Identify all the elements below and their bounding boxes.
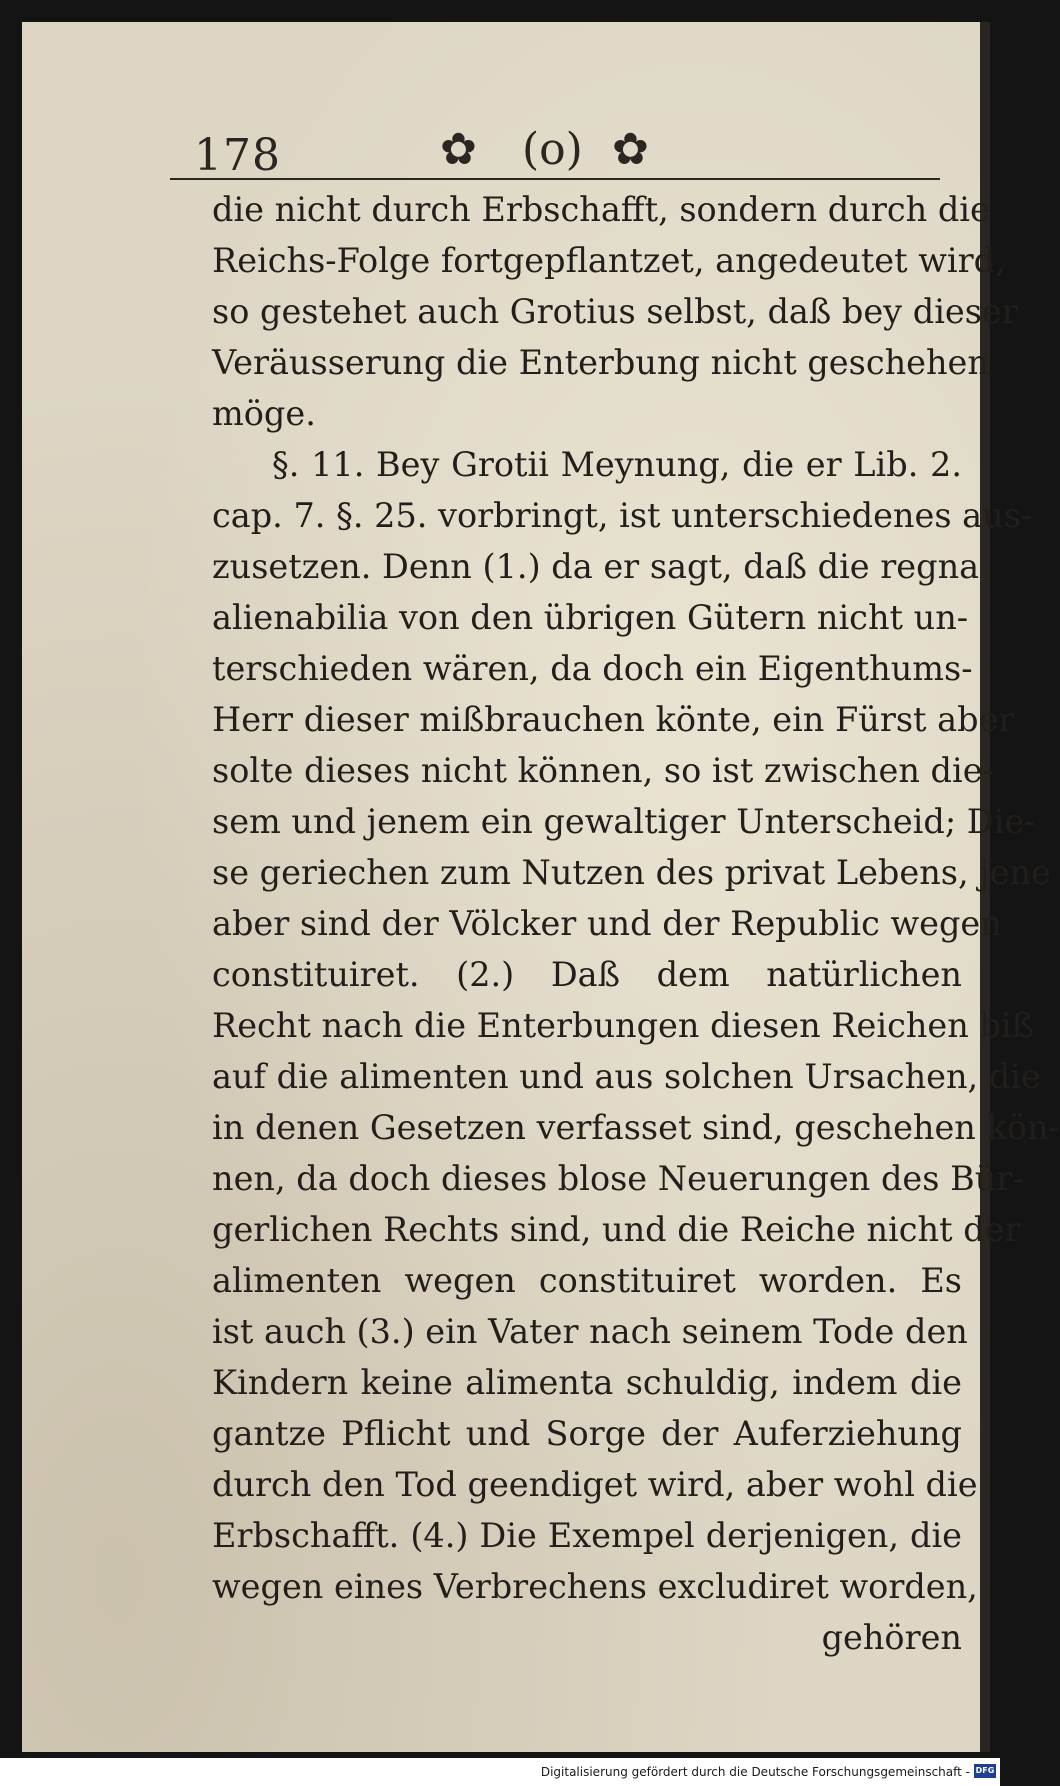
- text-line: zusetzen. Denn (1.) da er sagt, daß die regna: [212, 547, 980, 586]
- catchword: gehören: [821, 1618, 962, 1657]
- header-center-mark: (o): [522, 124, 583, 175]
- text-line: se geriechen zum Nutzen des privat Lebens, jene: [212, 853, 1051, 892]
- text-line: Reichs-Folge fortgepflantzet, angedeutet wird,: [212, 241, 1006, 280]
- text-line: Herr dieser mißbrauchen könte, ein Fürst aber: [212, 700, 1015, 739]
- text-line: alimenten wegen constituiret worden. Es: [212, 1261, 962, 1300]
- flower-ornament-icon: ✿: [440, 124, 477, 175]
- text-line: ist auch (3.) ein Vater nach seinem Tode den: [212, 1312, 968, 1351]
- book-page: [22, 22, 1060, 1752]
- text-line: in denen Gesetzen verfasset sind, geschehen kön-: [212, 1108, 1060, 1147]
- page-header: [170, 114, 940, 180]
- funding-credit: Digitalisierung gefördert durch die Deutsche Forschungsgemeinschaft -: [540, 1765, 970, 1779]
- text-line: cap. 7. §. 25. vorbringt, ist unterschiedenes aus-: [212, 496, 1033, 535]
- paragraph-start-line: §. 11. Bey Grotii Meynung, die er Lib. 2.: [272, 445, 962, 484]
- text-line: gerlichen Rechts sind, und die Reiche nicht der: [212, 1210, 1021, 1249]
- body-text: [212, 184, 1060, 1663]
- text-line: aber sind der Völcker und der Republic wegen: [212, 904, 1002, 943]
- text-line: möge.: [212, 394, 316, 433]
- digitization-footer: [0, 1758, 1000, 1786]
- text-line: auf die alimenten und aus solchen Ursachen, die: [212, 1057, 1041, 1096]
- text-line: durch den Tod geendiget wird, aber wohl die: [212, 1465, 978, 1504]
- text-line: Kindern keine alimenta schuldig, indem die: [212, 1363, 962, 1402]
- text-line: terschieden wären, da doch ein Eigenthums-: [212, 649, 973, 688]
- text-line: gantze Pflicht und Sorge der Auferziehung: [212, 1414, 962, 1453]
- flower-ornament-icon: ✿: [612, 124, 649, 175]
- text-line: alienabilia von den übrigen Gütern nicht un-: [212, 598, 969, 637]
- text-line: so gestehet auch Grotius selbst, daß bey dieser: [212, 292, 1018, 331]
- text-line: nen, da doch dieses blose Neuerungen des Bür-: [212, 1159, 1024, 1198]
- page-number: 178: [194, 130, 281, 181]
- text-line: Veräusserung die Enterbung nicht geschehen: [212, 343, 989, 382]
- text-line: sem und jenem ein gewaltiger Unterscheid; Die-: [212, 802, 1036, 841]
- dfg-logo-icon: DFG: [974, 1764, 996, 1778]
- text-line: Erbschafft. (4.) Die Exempel derjenigen, die: [212, 1516, 962, 1555]
- text-line: Recht nach die Enterbungen diesen Reichen biß: [212, 1006, 1034, 1045]
- text-line: die nicht durch Erbschafft, sondern durch die: [212, 190, 990, 229]
- text-line: wegen eines Verbrechens excludiret worden,: [212, 1567, 978, 1606]
- text-line: solte dieses nicht können, so ist zwischen die-: [212, 751, 994, 790]
- text-line: constituiret. (2.) Daß dem natürlichen: [212, 955, 962, 994]
